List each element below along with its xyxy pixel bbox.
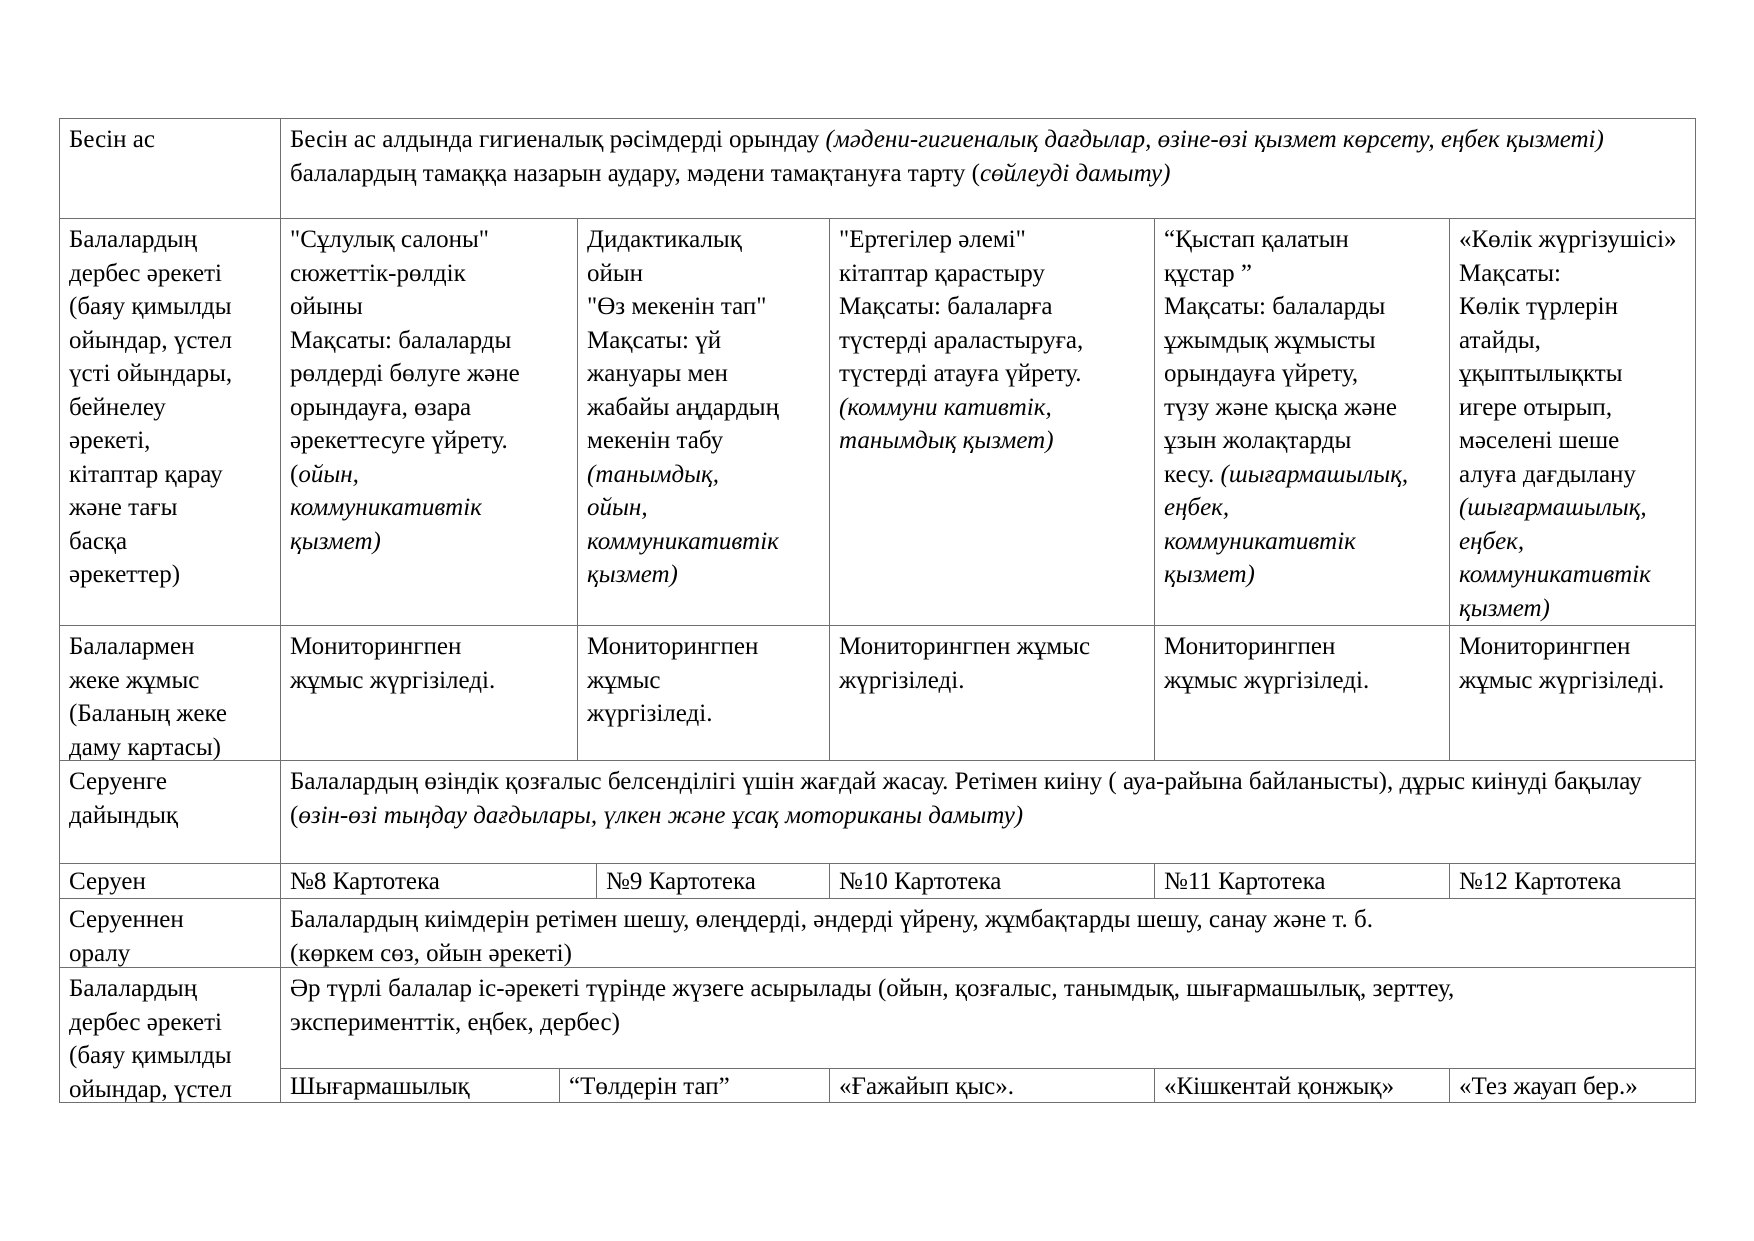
individual-work-day-2 xyxy=(577,625,830,761)
daily-plan-table xyxy=(59,118,1696,1103)
activity-day-5 xyxy=(1449,218,1696,626)
game-title: Шығармашылық xyxy=(290,1073,470,1100)
walk-card-text: №12 Картотека xyxy=(1459,868,1622,895)
individual-work-day-3 xyxy=(829,625,1155,761)
game-title: “Төлдерін тап” xyxy=(569,1073,730,1100)
lunch-note: (мәдени-гигиеналық дағдылар, өзіне-өзі қызмет көрсету, еңбек қызметі) xyxy=(825,126,1604,153)
individual-work-text: Мониторингпен жұмыс жүргізіледі. xyxy=(839,633,1091,694)
walk-card-text: №10 Картотека xyxy=(839,868,1002,895)
row-label-text: Серуеннен оралу xyxy=(69,906,184,967)
independent-activity-2-content xyxy=(280,967,1696,1069)
independent-activity-2-text: Әр түрлі балалар іс-әрекеті түрінде жүзеге асырылады (ойын, қозғалыс, танымдық, шығармашылық, зерттеу, эксперименттік, еңбек, дербес) xyxy=(290,975,1455,1036)
individual-work-text: Мониторингпен жұмыс жүргізіледі. xyxy=(1459,633,1665,694)
walk-card-text: №9 Картотека xyxy=(606,868,756,895)
row-label-text: Серуен xyxy=(69,868,146,895)
activity-text: Дидактикалық ойын "Өз мекенін тап" Мақсаты: үй жануары мен жабайы аңдардың мекенін табу xyxy=(587,226,779,454)
lunch-note-2: сөйлеуді дамыту) xyxy=(979,159,1171,187)
row-label-text: Балалармен жеке жұмыс (Баланың жеке даму картасы) xyxy=(69,633,228,761)
individual-work-day-1 xyxy=(280,625,578,761)
walk-day-3 xyxy=(829,863,1155,899)
activity-day-4 xyxy=(1154,218,1450,626)
row-label-individual-work xyxy=(59,625,281,761)
lunch-text: Бесін ас алдында гигиеналық рәсімдерді орындау xyxy=(290,126,826,153)
individual-work-text: Мониторингпен жұмыс жүргізіледі. xyxy=(1164,633,1370,694)
activity-note: (коммуни кативтік, танымдық қызмет) xyxy=(839,393,1054,454)
row-label-text: Балалардың дербес әрекеті (баяу қимылды ойындар, үстел үсті ойындары, бейнелеу әрекеті, кітаптар қарау және тағы басқа әрекеттер) xyxy=(69,226,233,588)
walk-day-2 xyxy=(596,863,830,899)
walk-day-1 xyxy=(280,863,597,899)
row-label-walk xyxy=(59,863,281,899)
game-day-1 xyxy=(280,1068,560,1103)
activity-note: (шығармашылық, еңбек, коммуникативтік қызмет) xyxy=(1459,494,1651,622)
activity-text: «Көлік жүргізушісі» Мақсаты: Көлік түрлерін атайды, ұқыптылықкты игере отырып, мәселені шеше алуға дағдылану xyxy=(1459,226,1677,488)
row-label-text: Серуенге дайындық xyxy=(69,768,179,829)
activity-text: “Қыстап қалатын құстар ” Мақсаты: балаларды ұжымдық жұмысты орындауға үйрету, түзу және қысқа және ұзын жолақтарды кесу. xyxy=(1164,226,1397,488)
activity-note: (шығармашылық, еңбек, коммуникативтік қызмет) xyxy=(1164,460,1409,588)
individual-work-day-5 xyxy=(1449,625,1696,761)
row-label-independent-activity-2 xyxy=(59,967,281,1103)
walk-preparation-content xyxy=(280,760,1696,864)
walk-card-text: №11 Картотека xyxy=(1164,868,1326,895)
row-label-lunch xyxy=(59,118,281,219)
row-label-text: Бесін ас xyxy=(69,126,155,153)
walk-preparation-note-prefix: ( xyxy=(290,801,299,829)
walk-preparation-text: Балалардың өзіндік қозғалыс белсенділігі үшін жағдай жасау. Ретімен киіну ( ауа-райына байланысты), дұрыс киінуді бақылау xyxy=(290,768,1642,795)
walk-preparation-note: өзін-өзі тыңдау дағдылары, үлкен және ұсақ моториканы дамыту) xyxy=(298,801,1024,829)
activity-text: "Сұлулық салоны" сюжеттік-рөлдік ойыны Мақсаты: балаларды рөлдерді бөлуге және орындауға, өзара әрекеттесуге үйрету. xyxy=(290,226,520,454)
individual-work-day-4 xyxy=(1154,625,1450,761)
lunch-text-2: балалардың тамаққа назарын аудару, мәдени тамақтануға тарту ( xyxy=(290,159,980,187)
game-day-3 xyxy=(829,1068,1155,1103)
game-title: «Ғажайып қыс». xyxy=(839,1073,1015,1100)
row-label-independent-activity xyxy=(59,218,281,626)
activity-day-1 xyxy=(280,218,578,626)
row-label-return-from-walk xyxy=(59,898,281,968)
activity-note-prefix: ( xyxy=(290,460,299,488)
individual-work-text: Мониторингпен жұмыс жүргізіледі. xyxy=(290,633,496,694)
game-day-5 xyxy=(1449,1068,1696,1103)
return-from-walk-content xyxy=(280,898,1696,968)
game-day-4 xyxy=(1154,1068,1450,1103)
walk-day-5 xyxy=(1449,863,1696,899)
row-content-lunch xyxy=(280,118,1696,219)
activity-note: (танымдық, ойын, коммуникативтік қызмет) xyxy=(587,460,779,588)
activity-text: "Ертегілер әлемі" кітаптар қарастыру Мақсаты: балаларға түстерді араластыруға, түстерді атауға үйрету. xyxy=(839,226,1084,387)
game-title: «Тез жауап бер.» xyxy=(1459,1073,1638,1100)
game-title: «Кішкентай қонжық» xyxy=(1164,1073,1395,1100)
activity-note: ойын, коммуникативтік қызмет) xyxy=(290,460,482,555)
row-label-text: Балалардың дербес әрекеті (баяу қимылды ойындар, үстел xyxy=(69,975,232,1103)
activity-day-3 xyxy=(829,218,1155,626)
row-label-walk-preparation xyxy=(59,760,281,864)
individual-work-text: Мониторингпен жұмыс жүргізіледі. xyxy=(587,633,759,727)
walk-day-4 xyxy=(1154,863,1450,899)
walk-card-text: №8 Картотека xyxy=(290,868,440,895)
return-from-walk-text: Балалардың киімдерін ретімен шешу, өлеңдерді, әндерді үйрену, жұмбақтарды шешу, санау және т. б. (көркем сөз, ойын әрекеті) xyxy=(290,906,1373,967)
activity-day-2 xyxy=(577,218,830,626)
game-day-2 xyxy=(559,1068,830,1103)
